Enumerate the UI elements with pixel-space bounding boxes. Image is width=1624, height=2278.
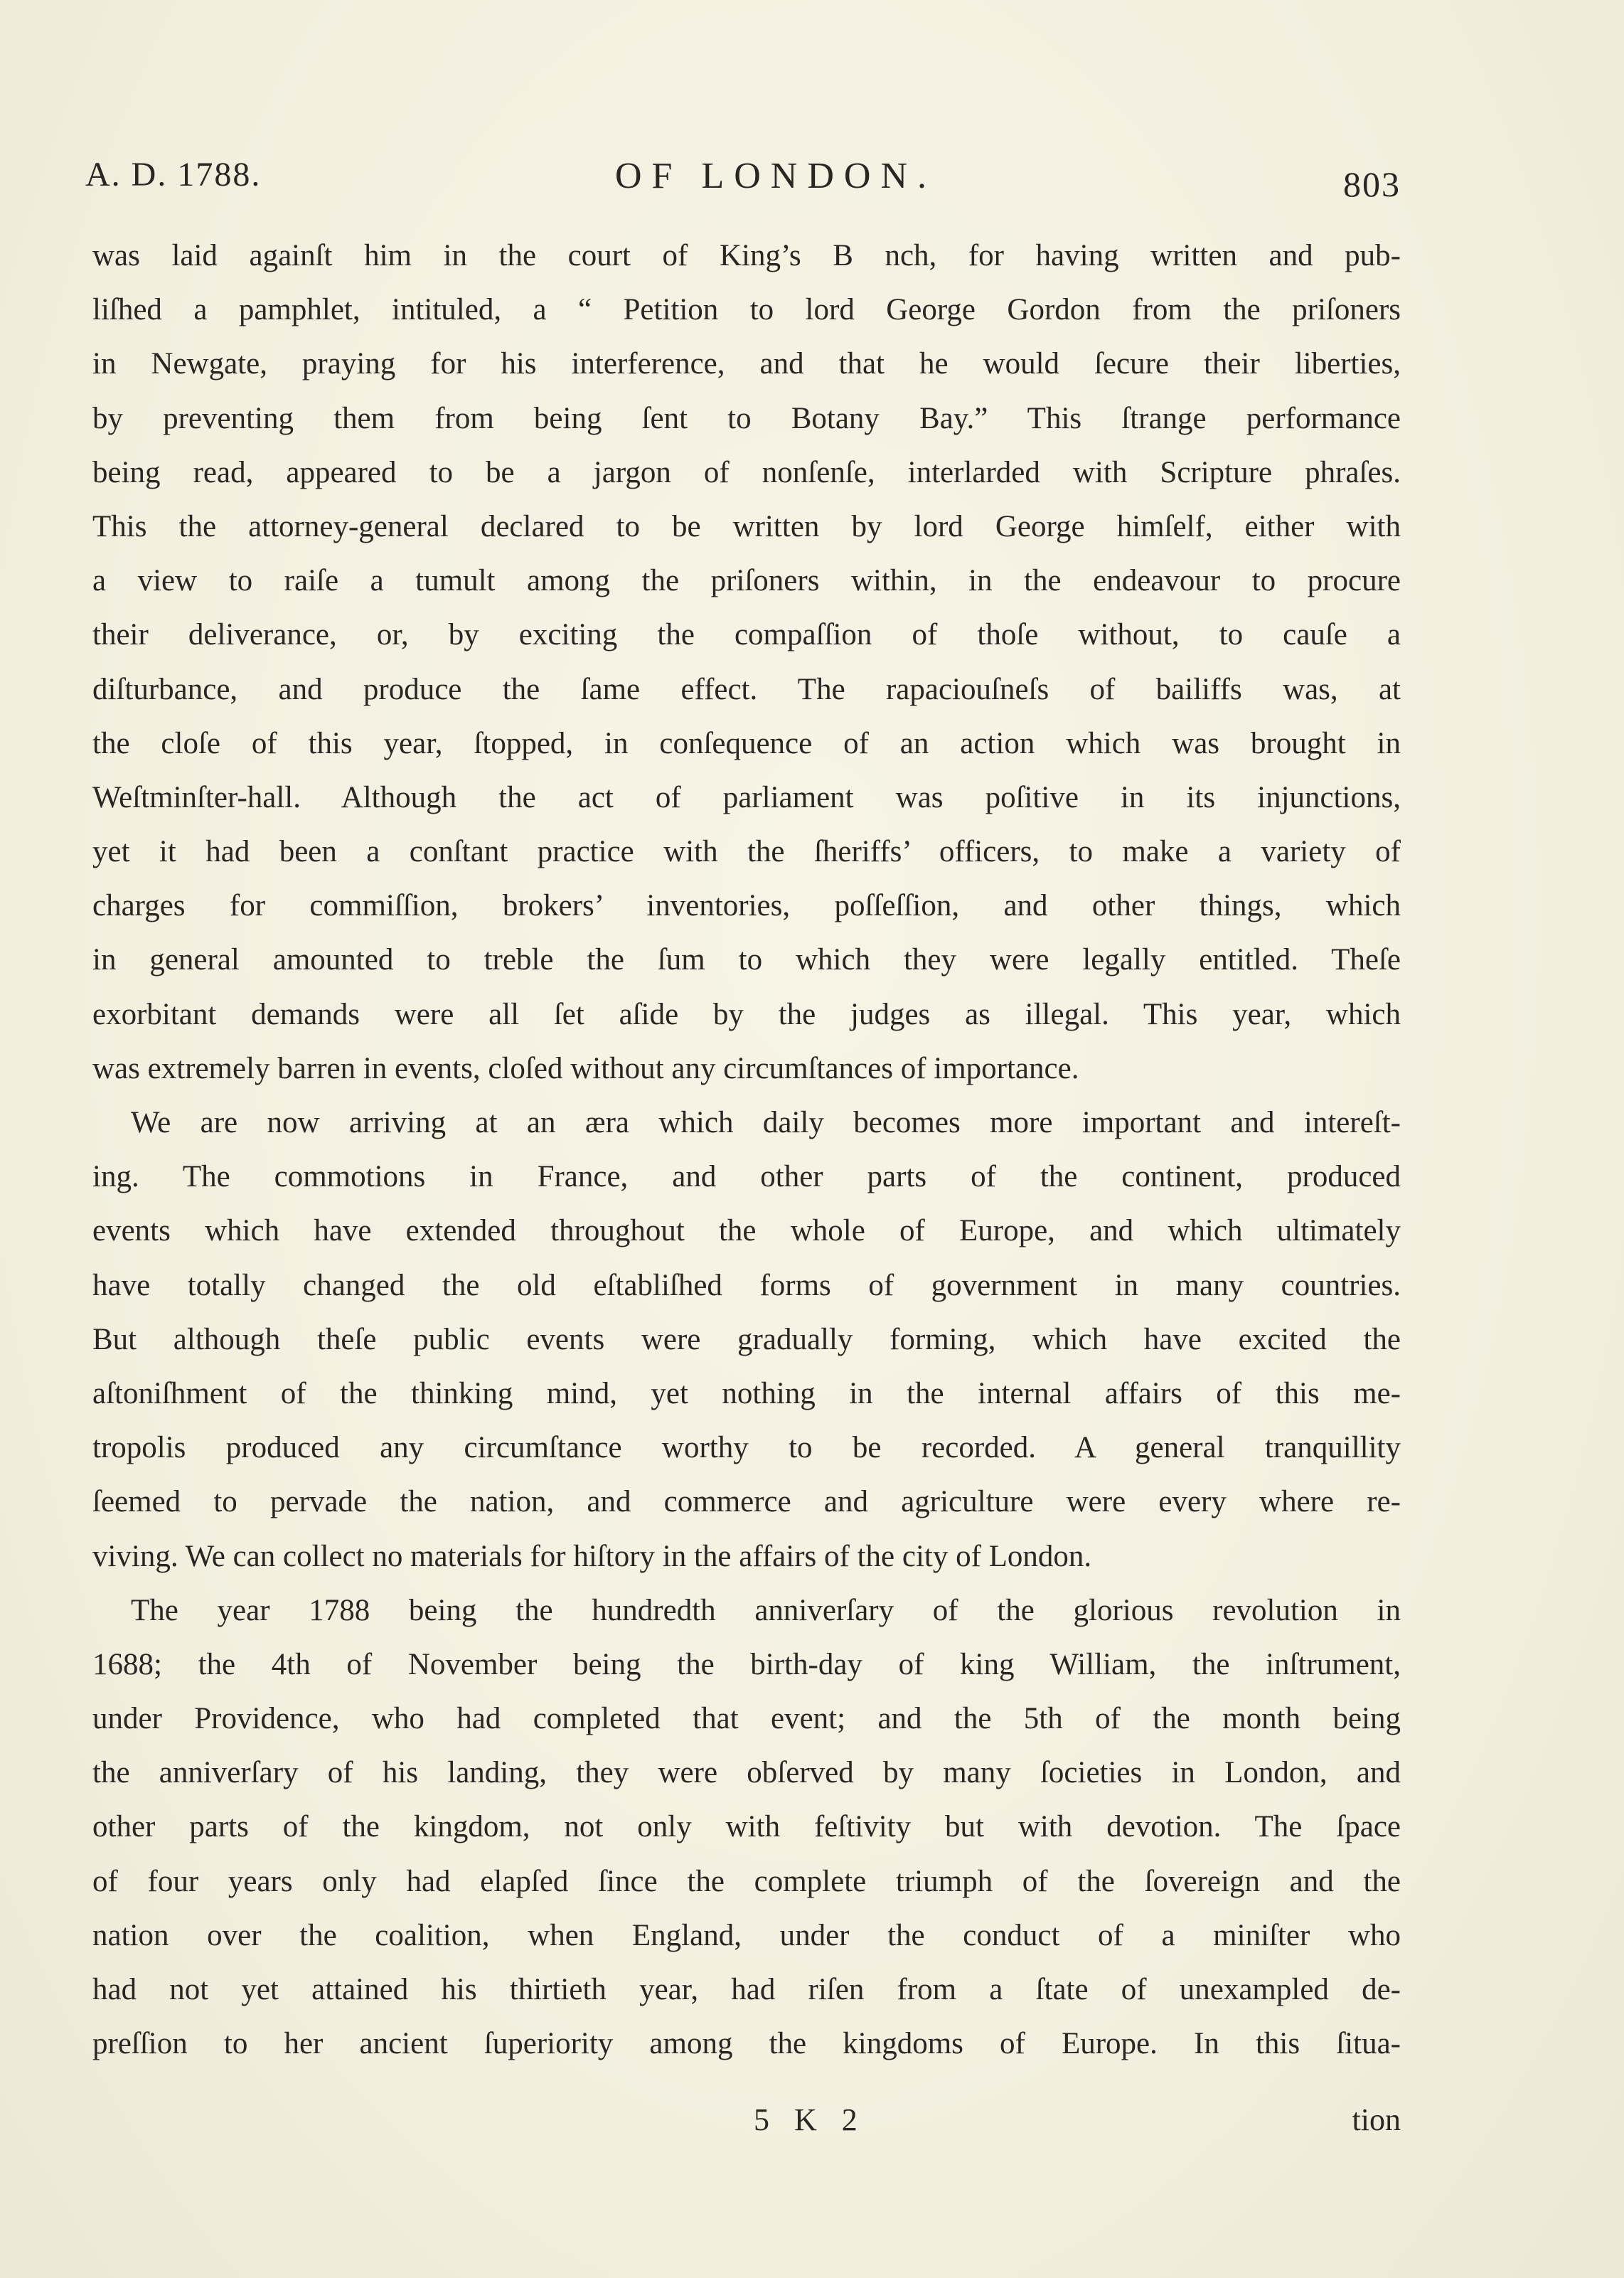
text-line: exorbitant demands were all ſet aſide by the judges as illegal. This year, which	[92, 997, 1401, 1031]
text-line: ing. The commotions in France, and other parts of the continent, produced	[92, 1160, 1401, 1194]
catchword: tion	[1352, 2102, 1401, 2137]
text-line: under Providence, who had completed that event; and the 5th of the month being	[92, 1702, 1401, 1736]
text-line: of four years only had elapſed ſince the complete triumph of the ſovereign and the	[92, 1864, 1401, 1898]
text-line: was laid againſt him in the court of King’s B nch, for having written and pub-	[92, 239, 1401, 272]
text-line: by preventing them from being ſent to Botany Bay.” This ſtrange performance	[92, 401, 1401, 435]
text-line: had not yet attained his thirtieth year, had riſen from a ſtate of unexampled de-	[92, 1973, 1401, 2006]
paragraph-start-line: The year 1788 being the hundredth anniverſary of the glorious revolution in	[131, 1593, 1401, 1627]
text-line: yet it had been a conſtant practice with the ſheriffs’ officers, to make a variety of	[92, 835, 1401, 869]
text-line: liſhed a pamphlet, intituled, a “ Petition to lord George Gordon from the priſoners	[92, 293, 1401, 327]
text-line: have totally changed the old eſtabliſhed forms of government in many countries.	[92, 1268, 1401, 1302]
header-title: OF LONDON.	[615, 156, 936, 196]
text-line: the cloſe of this year, ſtopped, in conſequence of an action which was brought in	[92, 726, 1401, 760]
text-line: aſtoniſhment of the thinking mind, yet nothing in the internal affairs of this me-	[92, 1376, 1401, 1410]
text-line: Weſtminſter-hall. Although the act of parliament was poſitive in its injunctions,	[92, 780, 1401, 814]
paragraph-start-line: We are now arriving at an æra which daily becomes more important and intereſt-	[131, 1106, 1401, 1139]
text-line: the anniverſary of his landing, they were obſerved by many ſocieties in London, and	[92, 1756, 1401, 1790]
text-line: ſeemed to pervade the nation, and commerce and agriculture were every where re-	[92, 1485, 1401, 1519]
page-number: 803	[1343, 164, 1401, 204]
signature-mark: 5 K 2	[754, 2102, 866, 2137]
text-line: preſſion to her ancient ſuperiority among the kingdoms of Europe. In this ſitua-	[92, 2027, 1401, 2061]
text-line: nation over the coalition, when England, under the conduct of a miniſter who	[92, 1918, 1401, 1952]
text-line: diſturbance, and produce the ſame effect. The rapaciouſneſs of bailiffs was, at	[92, 672, 1401, 706]
text-line: was extremely barren in events, cloſed without any circumſtances of importance.	[92, 1051, 1079, 1085]
text-line: charges for commiſſion, brokers’ inventories, poſſeſſion, and other things, which	[92, 889, 1401, 923]
text-line: This the attorney-general declared to be written by lord George himſelf, either with	[92, 509, 1401, 543]
page-footer	[92, 2102, 1401, 2151]
text-line: tropolis produced any circumſtance worthy to be recorded. A general tranquillity	[92, 1431, 1401, 1465]
text-line: 1688; the 4th of November being the birth-day of king William, the inſtrument,	[92, 1647, 1401, 1681]
text-line: other parts of the kingdom, not only with feſtivity but with devotion. The ſpace	[92, 1810, 1401, 1844]
running-head	[85, 155, 1401, 205]
text-line: their deliverance, or, by exciting the compaſſion of thoſe without, to cauſe a	[92, 618, 1401, 652]
text-line: a view to raiſe a tumult among the priſoners within, in the endeavour to procure	[92, 564, 1401, 598]
text-line: being read, appeared to be a jargon of nonſenſe, interlarded with Scripture phraſes.	[92, 455, 1401, 489]
text-line: viving. We can collect no materials for hiſtory in the affairs of the city of London.	[92, 1539, 1092, 1573]
text-line: in general amounted to treble the ſum to which they were legally entitled. Theſe	[92, 943, 1401, 977]
header-year: A. D. 1788.	[85, 156, 262, 193]
body-text	[92, 229, 1401, 2071]
text-line: in Newgate, praying for his interference, and that he would ſecure their liberties,	[92, 347, 1401, 381]
text-line: But although theſe public events were gradually forming, which have excited the	[92, 1322, 1401, 1356]
text-line: events which have extended throughout the whole of Europe, and which ultimately	[92, 1214, 1401, 1248]
